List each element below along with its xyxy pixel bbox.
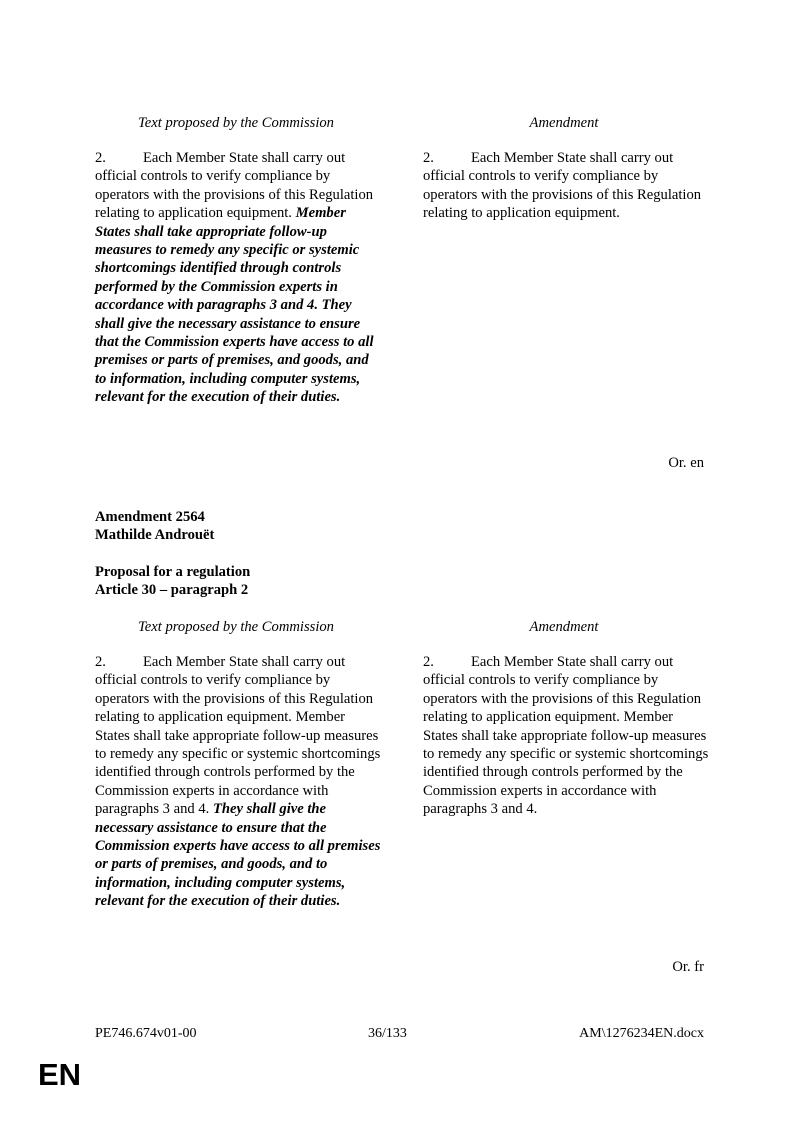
amendment-author: Mathilde Androuët [95,527,215,544]
footer-page-number: 36/133 [368,1026,407,1041]
paragraph-number: 2. [95,150,106,166]
language-code: EN [38,1057,82,1092]
header-amendment: Amendment [529,115,599,131]
header-amendment: Amendment [529,619,599,635]
article-reference: Article 30 – paragraph 2 [95,582,249,599]
original-language: Or. en [668,455,704,471]
proposal-title: Proposal for a regulation [95,564,251,580]
paragraph-plain-text: Each Member State shall carry out official controls to verify compliance by operators with the provisions of this Regulation relating to application equipment. [95,150,374,222]
paragraph-number: 2. [423,150,434,166]
paragraph-number: 2. [95,654,106,670]
amendment-number: Amendment 2564 [95,509,205,525]
footer-filename: AM\1276234EN.docx [579,1026,704,1041]
paragraph-plain-text: Each Member State shall carry out official controls to verify compliance by operators with the provisions of this Regulation relating to application equipment. Member States shall take appropriate follow-up measures to remedy any specific or systemic shortcomings identified through controls performed by the Commission experts in accordance with paragraphs 3 and 4. [423,654,709,818]
footer-reference: PE746.674v01-00 [95,1026,197,1041]
paragraph-deleted-text: Member States shall take appropriate follow-up measures to remedy any specific or systemic shortcomings identified through controls performed by the Commission experts in accordance with paragraphs 3 and 4. They shall give the necessary assistance to ensure that the Commission experts have access to all premises or parts of premises, and goods, and to information, including computer systems, relevant for the execution of their duties. [95,205,374,406]
commission-text-paragraph [95,149,381,407]
amendment-text-paragraph [423,653,709,819]
proposal-reference [95,563,250,600]
amendment-heading [95,508,214,545]
paragraph-plain-text: Each Member State shall carry out official controls to verify compliance by operators with the provisions of this Regulation relating to application equipment. Member States shall take appropriate follow-up measures to remedy any specific or systemic shortcomings identified through controls performed by the Commission experts in accordance with paragraphs 3 and 4. [95,654,381,818]
header-commission-text: Text proposed by the Commission [138,115,334,131]
paragraph-deleted-text: They shall give the necessary assistance to ensure that the Commission experts have access to all premises or parts of premises, and goods, and to information, including computer systems, relevant for the execution of their duties. [95,801,381,910]
original-language: Or. fr [672,959,704,975]
paragraph-plain-text: Each Member State shall carry out official controls to verify compliance by operators with the provisions of this Regulation relating to application equipment. [423,150,702,222]
paragraph-number: 2. [423,654,434,670]
commission-text-paragraph [95,653,381,911]
amendment-text-paragraph [423,149,709,223]
header-commission-text: Text proposed by the Commission [138,619,334,635]
